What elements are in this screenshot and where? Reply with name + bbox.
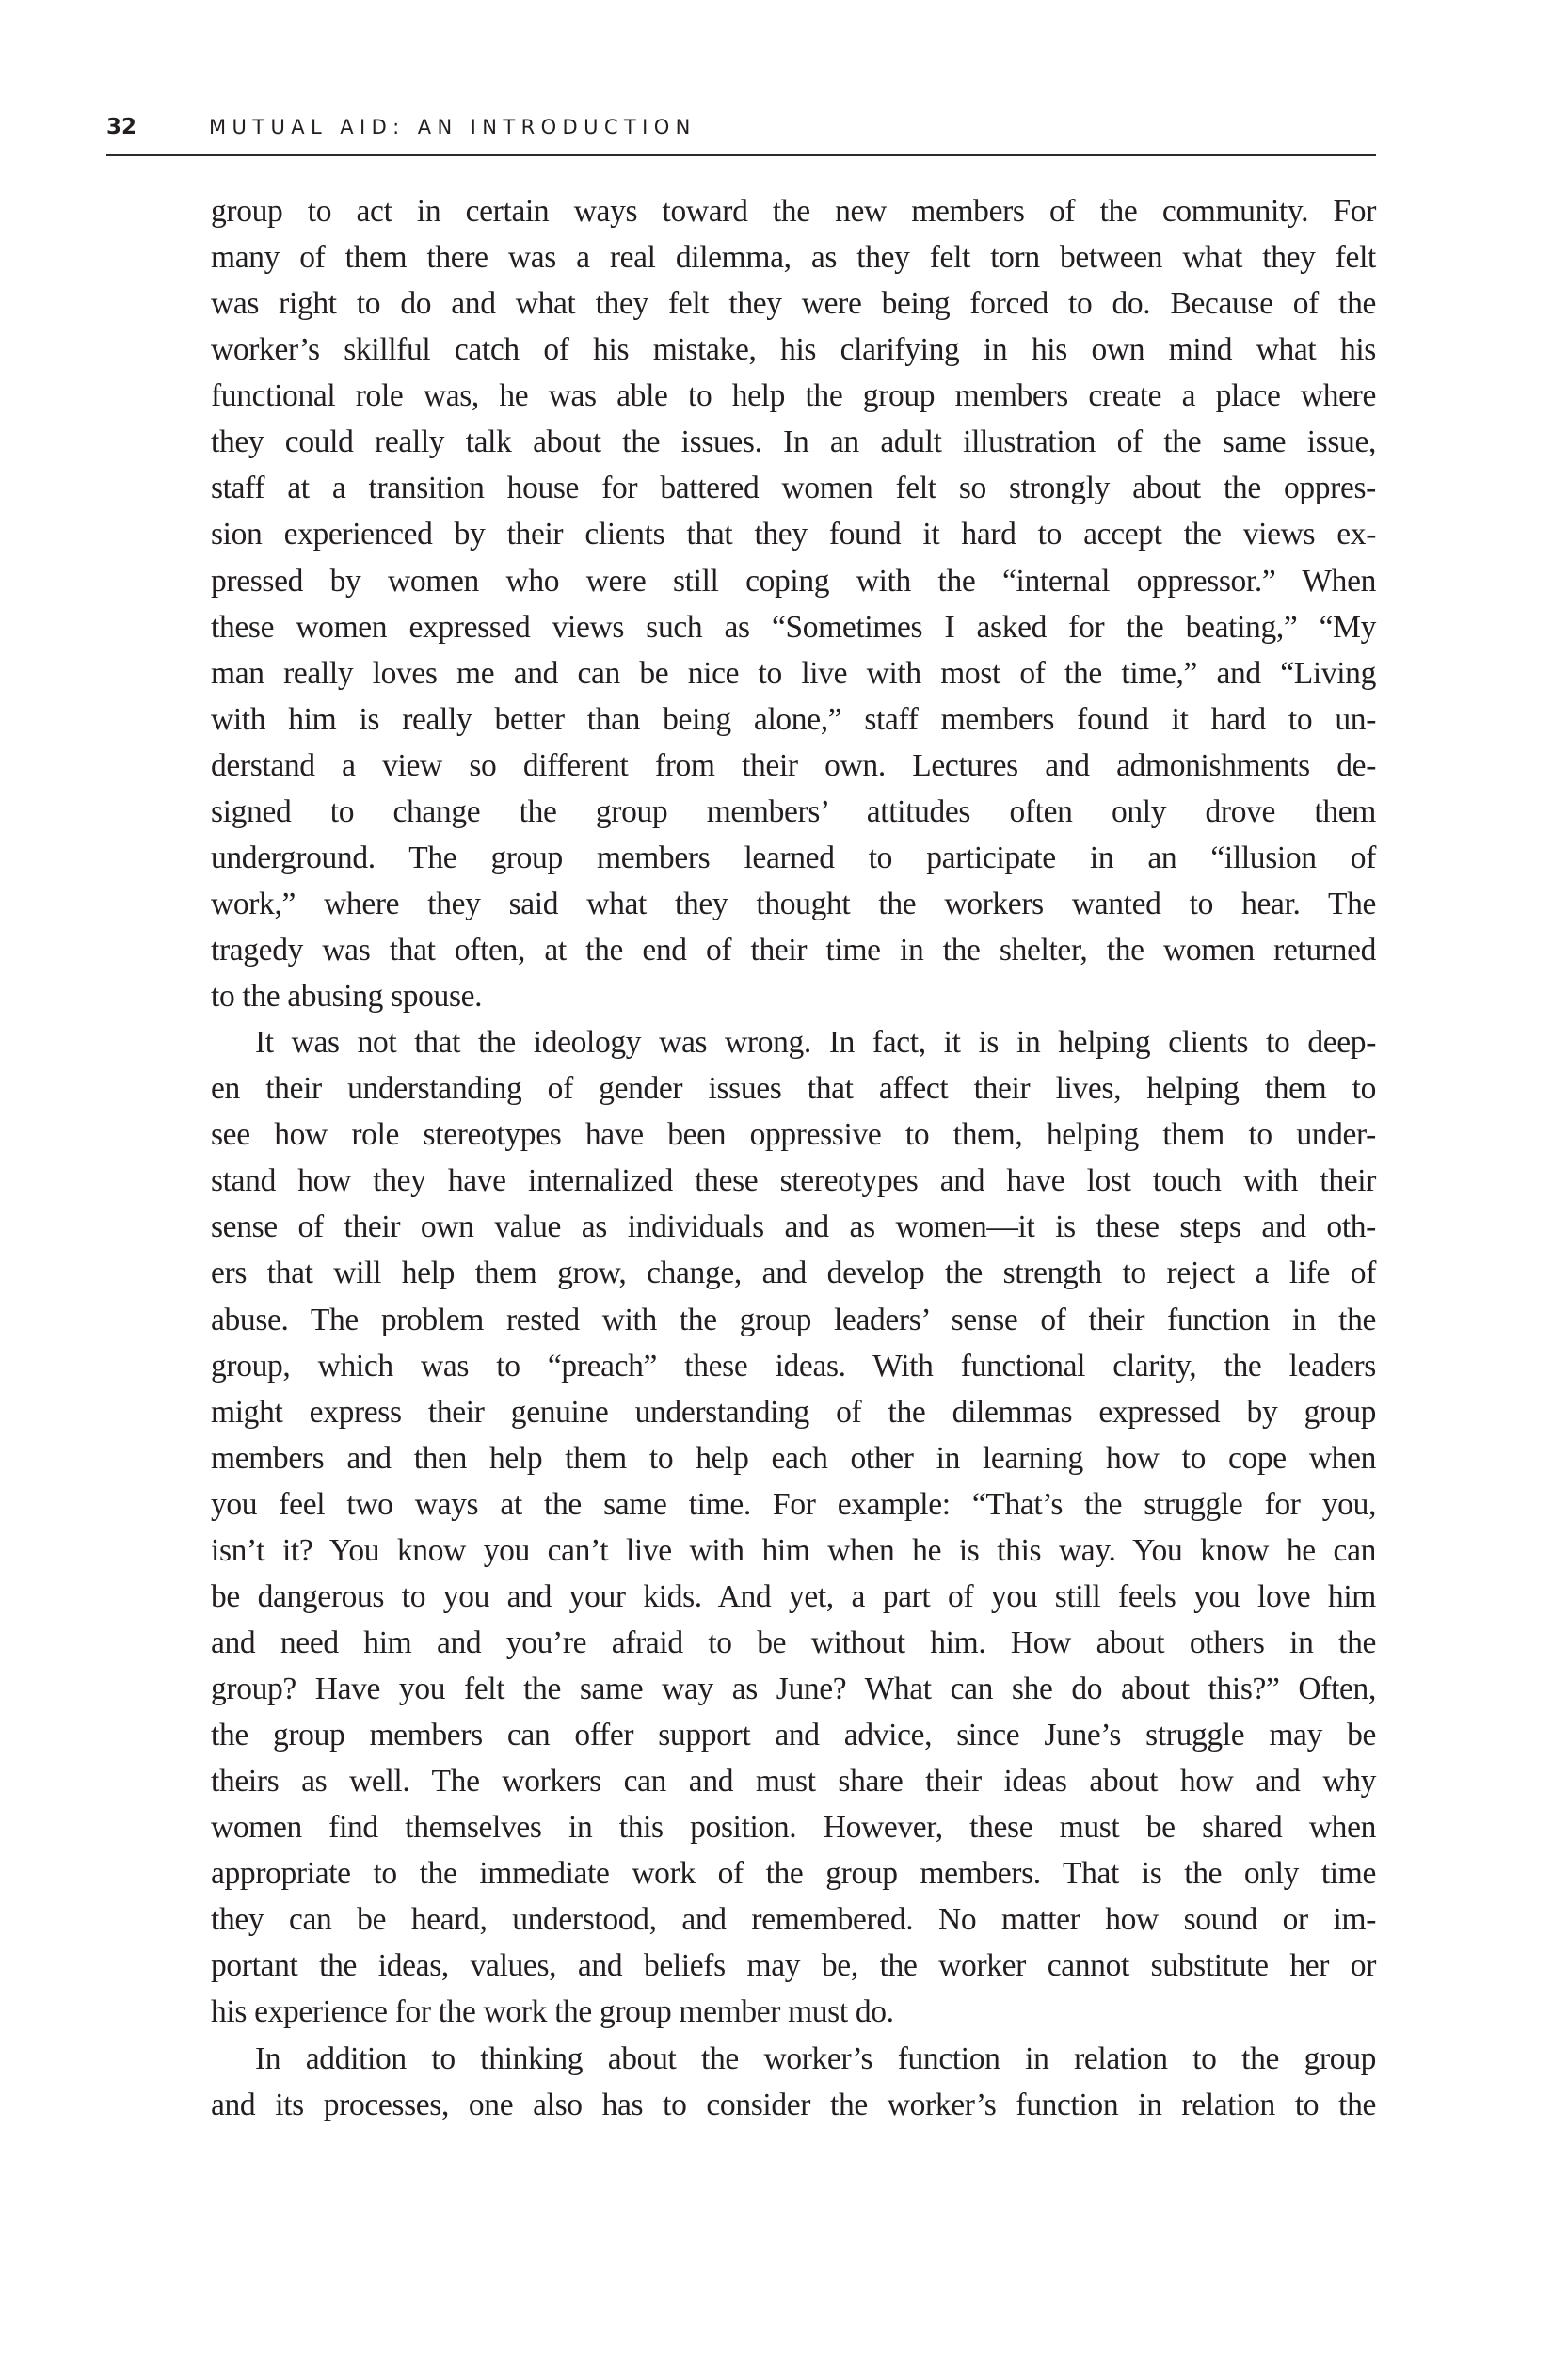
paragraph-3: [211, 2036, 1376, 2128]
text-line: group? Have you felt the same way as June? What can she do about this?” Often,: [211, 1672, 1376, 1706]
page-number: 32: [106, 115, 137, 139]
text-line: underground. The group members learned to participate in an “illusion of: [211, 840, 1376, 875]
text-line: staff at a transition house for battered women felt so strongly about the oppres-: [211, 471, 1376, 506]
text-line: man really loves me and can be nice to live with most of the time,” and “Living: [211, 655, 1376, 691]
text-line: see how role stereotypes have been oppressive to them, helping them to under-: [211, 1117, 1376, 1153]
running-head-title: MUTUAL AID: AN INTRODUCTION: [209, 116, 696, 138]
text-line: and its processes, one also has to consider the worker’s function in relation to the: [211, 2087, 1376, 2122]
body-text: [211, 188, 1376, 2128]
text-line: these women expressed views such as “Sometimes I asked for the beating,” “My: [211, 609, 1376, 645]
text-line: functional role was, he was able to help the group members create a place where: [211, 378, 1376, 414]
text-line: abuse. The problem rested with the group leaders’ sense of their function in the: [211, 1302, 1376, 1337]
text-line: sion experienced by their clients that they found it hard to accept the views ex-: [211, 517, 1376, 552]
text-line: his experience for the work the group member must do.: [211, 1994, 894, 2030]
text-line: many of them there was a real dilemma, as they felt torn between what they felt: [211, 240, 1376, 276]
text-line: signed to change the group members’ attitudes often only drove them: [211, 793, 1376, 829]
text-line: might express their genuine understanding of the dilemmas expressed by group: [211, 1394, 1376, 1430]
header-rule-divider: [106, 154, 1376, 156]
text-line: work,” where they said what they thought the workers wanted to hear. The: [211, 886, 1376, 921]
paragraph-2: [211, 1019, 1376, 2035]
text-line: women find themselves in this position. However, these must be shared when: [211, 1810, 1376, 1846]
text-line: tragedy was that often, at the end of their time in the shelter, the women returned: [211, 933, 1376, 968]
text-line: you feel two ways at the same time. For example: “That’s the struggle for you,: [211, 1486, 1376, 1522]
text-line: portant the ideas, values, and beliefs may be, the worker cannot substitute her or: [211, 1948, 1376, 1984]
text-line: ers that will help them grow, change, and develop the strength to reject a life of: [211, 1256, 1376, 1291]
running-head: [106, 111, 1376, 141]
text-line: they can be heard, understood, and remembered. No matter how sound or im-: [211, 1902, 1376, 1938]
text-line: group to act in certain ways toward the new members of the community. For: [211, 194, 1376, 229]
text-line: the group members can offer support and advice, since June’s struggle may be: [211, 1718, 1376, 1753]
text-line: pressed by women who were still coping with the “internal oppressor.” When: [211, 563, 1376, 599]
text-line: they could really talk about the issues. In an adult illustration of the same issue,: [211, 424, 1376, 460]
text-line: In addition to thinking about the worker’s function in relation to the group: [255, 2040, 1376, 2076]
text-line: with him is really better than being alone,” staff members found it hard to un-: [211, 701, 1376, 737]
text-line: to the abusing spouse.: [211, 979, 483, 1015]
text-line: derstand a view so different from their own. Lectures and admonishments de-: [211, 747, 1376, 783]
text-line: be dangerous to you and your kids. And yet, a part of you still feels you love him: [211, 1578, 1376, 1614]
text-line: sense of their own value as individuals and as women—it is these steps and oth-: [211, 1209, 1376, 1245]
text-line: en their understanding of gender issues that affect their lives, helping them to: [211, 1071, 1376, 1107]
text-line: group, which was to “preach” these ideas. With functional clarity, the leaders: [211, 1348, 1376, 1384]
text-line: theirs as well. The workers can and must share their ideas about how and why: [211, 1764, 1376, 1800]
text-line: appropriate to the immediate work of the group members. That is the only time: [211, 1856, 1376, 1892]
text-line: was right to do and what they felt they were being forced to do. Because of the: [211, 286, 1376, 322]
text-line: members and then help them to help each other in learning how to cope when: [211, 1440, 1376, 1476]
text-line: and need him and you’re afraid to be without him. How about others in the: [211, 1624, 1376, 1660]
text-line: isn’t it? You know you can’t live with him when he is this way. You know he can: [211, 1532, 1376, 1568]
text-line: stand how they have internalized these stereotypes and have lost touch with their: [211, 1163, 1376, 1199]
text-line: It was not that the ideology was wrong. In fact, it is in helping clients to deep-: [255, 1025, 1376, 1061]
paragraph-1: [211, 188, 1376, 1019]
text-line: worker’s skillful catch of his mistake, his clarifying in his own mind what his: [211, 332, 1376, 368]
